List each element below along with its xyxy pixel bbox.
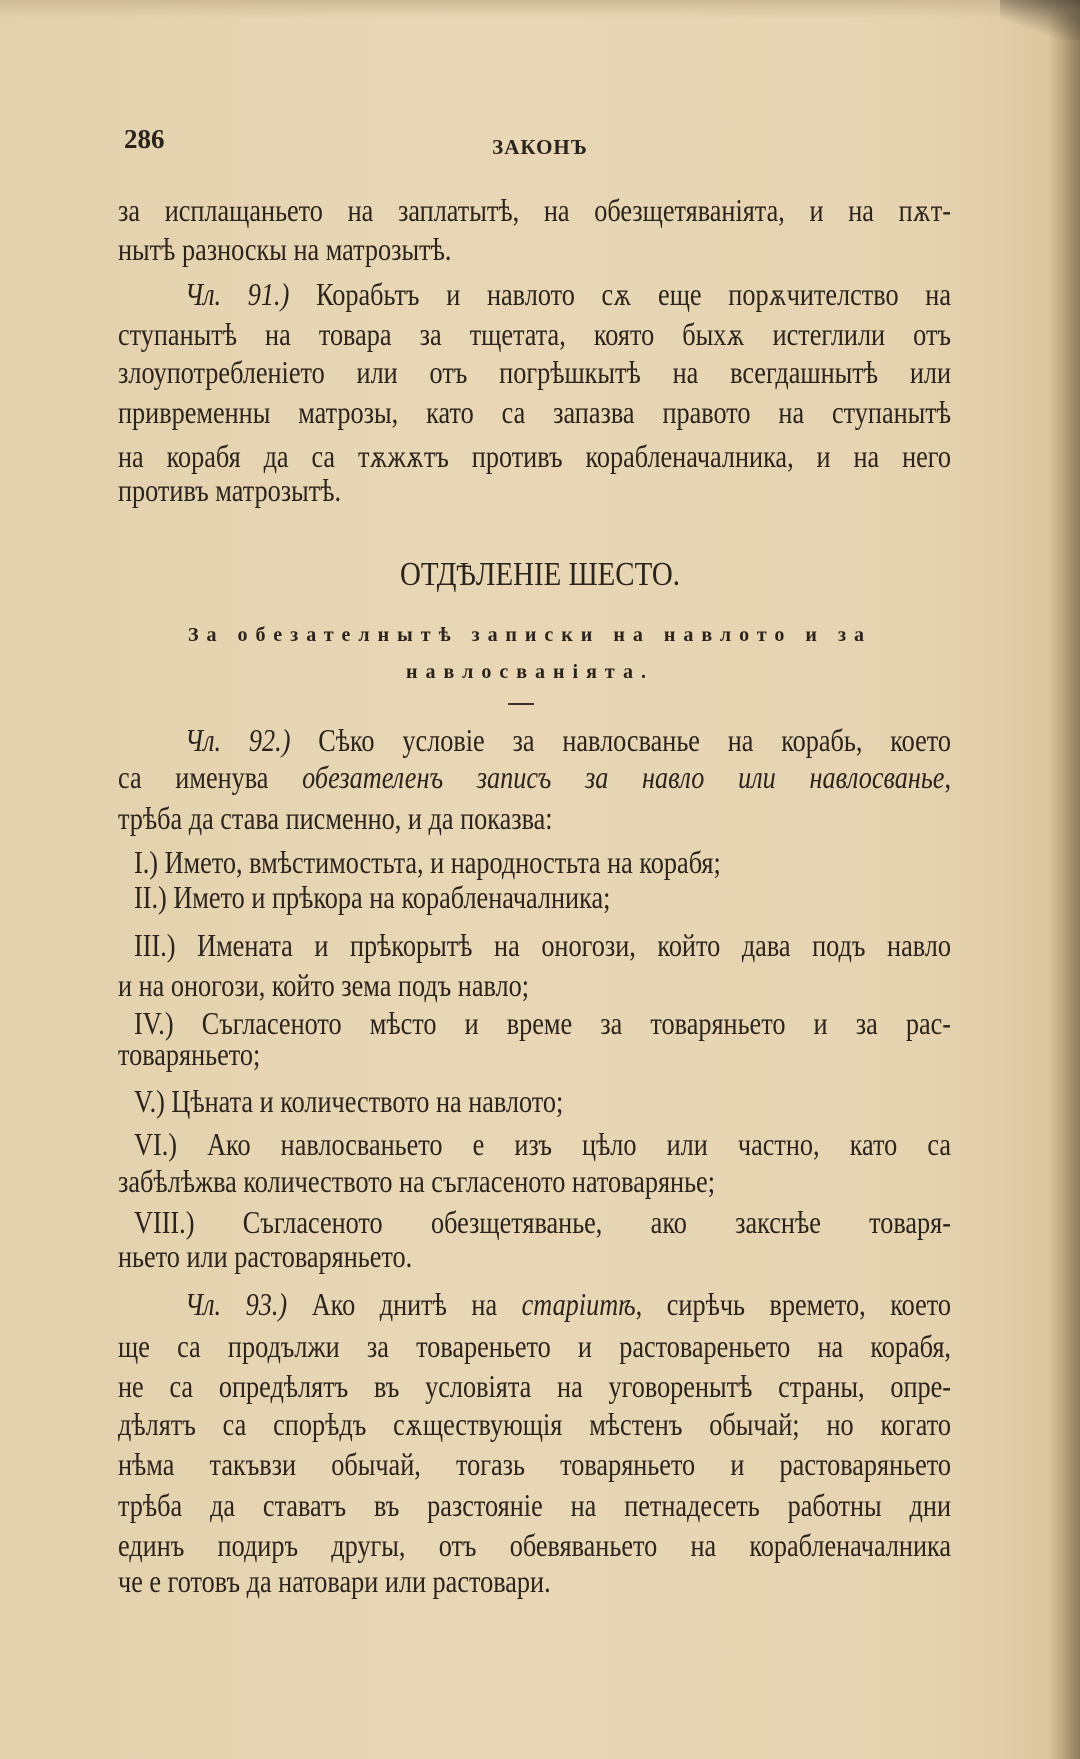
text-line xyxy=(118,1366,951,1406)
italic-text: обезателенъ записъ за навло или навлосванье xyxy=(302,759,945,795)
text-segment: I.) Името, вмѣстимостьта, и народностьта на корабя; xyxy=(134,844,721,880)
text-segment: злоупотребленiето или отъ погрѣшкытѣ на всегдашнытѣ или xyxy=(118,354,951,390)
text-line xyxy=(118,1485,951,1525)
section-title: ОТДѢЛЕНІЕ ШЕСТО. xyxy=(400,556,680,593)
text-segment: ще са продължи за товареньето и растовареньето на корабя, xyxy=(118,1328,951,1364)
text-line xyxy=(185,1284,951,1324)
text-segment: на корабя да са тѫжѫтъ противъ корабленачалника, и на него xyxy=(118,438,951,474)
text-segment: Ако днитѣ на xyxy=(287,1286,522,1322)
text-line xyxy=(185,274,951,314)
text-line xyxy=(118,352,951,392)
text-segment: са именува xyxy=(118,759,303,795)
text-segment: ступанытѣ на товара за тщетата, която быхѫ истеглили отъ xyxy=(118,316,951,352)
page-corner-shadow xyxy=(1000,0,1080,40)
text-line xyxy=(185,720,951,760)
text-segment: II.) Името и прѣкора на корабленачалника; xyxy=(134,879,611,915)
text-line xyxy=(134,1081,951,1121)
text-segment: Корабьтъ и навлото сѫ еще порѫчителство на xyxy=(289,276,952,312)
text-line xyxy=(118,1161,951,1201)
text-line xyxy=(118,1525,951,1565)
text-line xyxy=(118,965,951,1005)
text-segment: не са опредѣлятъ въ условiята на уговоренытѣ страны, опре- xyxy=(118,1368,951,1404)
text-segment: привременны матрозы, като са запазва правото на ступанытѣ xyxy=(118,394,951,430)
text-line xyxy=(118,798,951,838)
section-subtitle-line-2: навлосванiята. xyxy=(406,661,654,683)
text-line xyxy=(118,392,951,432)
text-line xyxy=(134,877,951,917)
text-segment: , сирѣчь времето, което xyxy=(635,1286,952,1322)
text-segment: дѣлятъ са спорѣдъ сѫществующiя мѣстенъ обычай; но когато xyxy=(118,1406,951,1442)
text-segment: трѣба да става писменно, и да показва: xyxy=(118,800,553,836)
text-segment: трѣба да ставатъ въ разстоянiе на петнадесеть работны дни xyxy=(118,1487,951,1523)
text-line xyxy=(134,1124,951,1164)
text-line xyxy=(134,925,951,965)
text-line xyxy=(118,1444,951,1484)
text-line xyxy=(134,842,951,882)
text-line xyxy=(118,1236,951,1276)
text-segment: противъ матрозытѣ. xyxy=(118,472,342,508)
text-line xyxy=(118,314,951,354)
text-line xyxy=(118,470,951,510)
text-segment: и на оногози, който зема подъ навло; xyxy=(118,967,530,1003)
text-segment: единъ подиръ другы, отъ обевяваньето на корабленачалника xyxy=(118,1527,951,1563)
text-segment: забѣлѣжва количеството на съгласеното натоварянье; xyxy=(118,1163,715,1199)
text-segment: V.) Цѣната и количеството на навлото; xyxy=(134,1083,564,1119)
text-segment: нытѣ разноскы на матрозытѣ. xyxy=(118,231,452,267)
text-segment: VIII.) Съгласеното обезщетяванье, ако закснѣе товаря- xyxy=(134,1204,951,1240)
text-segment: че е готовъ да натовари или растовари. xyxy=(118,1563,551,1599)
text-segment: IV.) Съгласеното мѣсто и време за товаряньето и за рас- xyxy=(134,1005,951,1041)
text-segment: III.) Имената и прѣкорытѣ на оногози, който дава подъ навло xyxy=(134,927,951,963)
text-line xyxy=(118,1034,951,1074)
text-line xyxy=(118,190,951,230)
italic-text: Чл. 92.) xyxy=(185,722,291,758)
text-line xyxy=(118,1326,951,1366)
italic-text: старiитѣ xyxy=(521,1286,636,1322)
section-subtitle-line-1: За обезателнытѣ записки на навлото и за xyxy=(188,624,872,646)
text-line xyxy=(118,1561,951,1601)
page-number: 286 xyxy=(124,124,165,154)
separator-rule xyxy=(508,703,534,705)
text-line xyxy=(118,1404,951,1444)
text-segment: , xyxy=(944,759,952,795)
text-segment: ньето или растоваряньето. xyxy=(118,1238,413,1274)
text-segment: за исплащаньето на заплатытѣ, на обезщетяванiята, и на пѫт- xyxy=(118,192,951,228)
text-segment: Сѣко условiе за навлосванье на корабь, което xyxy=(290,722,952,758)
italic-text: Чл. 93.) xyxy=(185,1286,288,1322)
running-title: ЗАКОНЪ xyxy=(492,135,588,159)
text-line xyxy=(118,757,951,797)
text-line xyxy=(118,229,951,269)
page-top-edge xyxy=(0,0,1080,18)
text-segment: товаряньето; xyxy=(118,1036,261,1072)
italic-text: Чл. 91.) xyxy=(185,276,290,312)
text-segment: VI.) Ако навлосваньето е изъ цѣло или частно, като са xyxy=(134,1126,951,1162)
text-segment: нѣма такъвзи обычай, тогазь товаряньето и растоваряньето xyxy=(118,1446,951,1482)
